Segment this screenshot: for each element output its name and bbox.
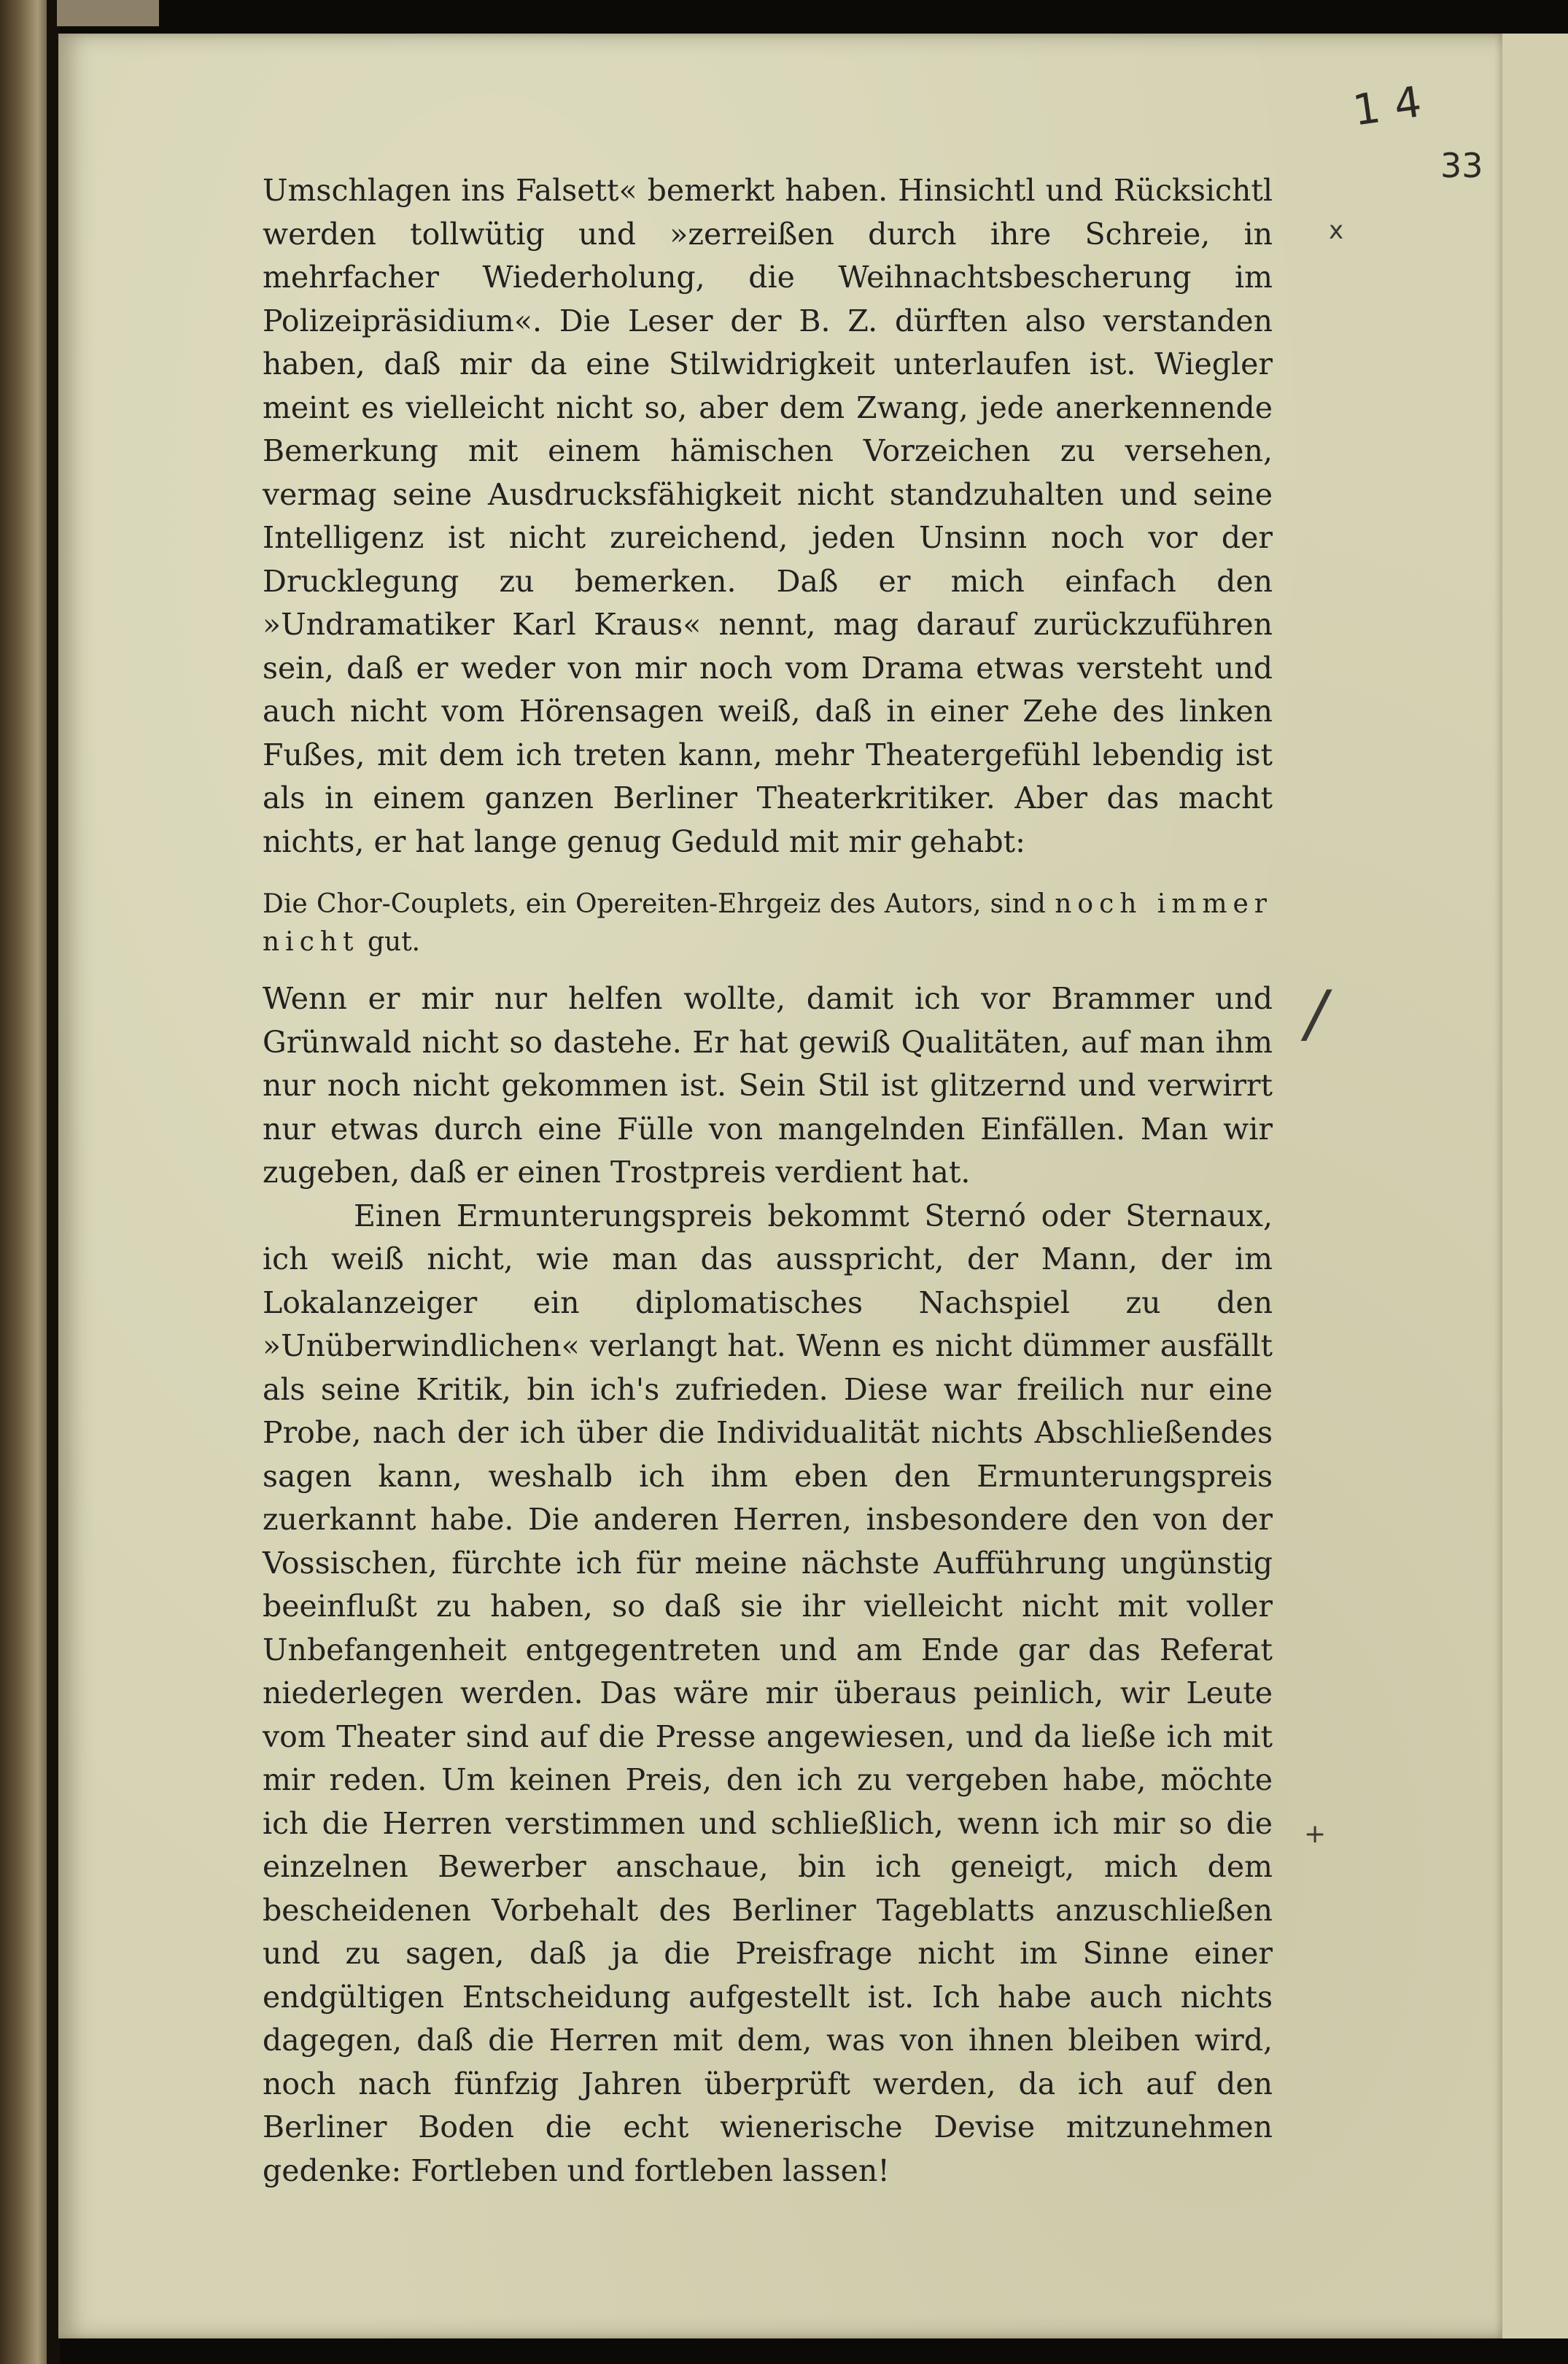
facing-page-edge bbox=[0, 0, 54, 2364]
paragraph-3: Einen Ermunterungspreis bekommt Sternó oder Sternaux, ich weiß nicht, wie man das ausspricht, der Mann, der im Lokalanzeiger ein diplomatisches Nachspiel zu den »Unüberwindlichen« verlangt hat. Wenn es nicht dümmer ausfällt als seine Kritik, bin ich's zufrieden. Diese war freilich nur eine Probe, nach der ich über die Individualität nichts Abschließendes sagen kann, weshalb ich ihm eben den Ermunterungspreis zuerkannt habe. Die anderen Herren, insbesondere den von der Vossischen, fürchte ich für meine nächste Aufführung ungünstig beeinflußt zu haben, so daß sie ihr vielleicht nicht mit voller Unbefangenheit entgegentreten und am Ende gar das Referat niederlegen werden. Das wäre mir überaus peinlich, wir Leute vom Theater sind auf die Presse angewiesen, und da ließe ich mit mir reden. Um keinen Preis, den ich zu vergeben habe, möchte ich die Herren verstimmen und schließlich, wenn ich mir so die einzelnen Bewerber anschaue, bin ich geneigt, mich dem bescheidenen Vorbehalt des Berliner Tageblatts anzuschließen und zu sagen, daß ja die Preisfrage nicht im Sinne einer endgültigen Entscheidung aufgestellt ist. Ich habe auch nichts dagegen, daß die Herren mit dem, was von ihnen bleiben wird, noch nach fünfzig Jahren überprüft werden, da ich auf den Berliner Boden die echt wienerische Devise mitzunehmen gedenke: Fortleben und fortleben lassen! bbox=[263, 1198, 1273, 2188]
margin-mark-x: x bbox=[1329, 216, 1344, 245]
margin-mark-plus: + bbox=[1304, 1819, 1327, 1849]
paragraph-1: Umschlagen ins Falsett« bemerkt haben. Hinsichtl und Rücksichtl werden tollwütig und »zerreißen durch ihre Schreie, in mehrfacher Wiederholung, die Weihnachtsbescherung im Polizeipräsidium«. Die Leser der B. Z. dürften also verstanden haben, daß mir da eine Stilwidrigkeit unterlaufen ist. Wiegler meint es vielleicht nicht so, aber dem Zwang, jede anerkennende Bemerkung mit einem hämischen Vorzeichen zu versehen, vermag seine Ausdrucksfähigkeit nicht standzuhalten und seine Intelligenz ist nicht zureichend, jeden Unsinn noch vor der Drucklegung zu bemerken. Daß er mich einfach den »Undramatiker Karl Kraus« nennt, mag darauf zurückzuführen sein, daß er weder von mir noch vom Drama etwas versteht und auch nicht vom Hörensagen weiß, daß in einer Zehe des linken Fußes, mit dem ich treten kann, mehr Theatergefühl lebendig ist als in einem ganzen Berliner Theaterkritiker. Aber das macht nichts, er hat lange genug Geduld mit mir gehabt: bbox=[263, 173, 1273, 859]
quote-emphasis: noch immer nicht bbox=[263, 889, 1273, 957]
handwritten-folio-number: 14 bbox=[1349, 74, 1439, 136]
page-number: 33 bbox=[1440, 146, 1483, 185]
binding-tab bbox=[57, 0, 159, 26]
text-column bbox=[263, 169, 1273, 2193]
paragraph-2: Wenn er mir nur helfen wollte, damit ich vor Brammer und Grünwald nicht so dastehe. Er hat gewiß Qualitäten, auf man ihm nur noch nicht gekommen ist. Sein Stil ist glitzernd und verwirrt nur etwas durch eine Fülle von mangelnden Einfällen. Man wir zugeben, daß er einen Trostpreis verdient hat. bbox=[263, 981, 1273, 1190]
page-right-margin bbox=[1502, 34, 1568, 2338]
margin-mark-slash: / bbox=[1305, 977, 1327, 1050]
block-quote bbox=[263, 885, 1273, 961]
quote-end: gut. bbox=[359, 927, 421, 957]
quote-text: Die Chor-Couplets, ein Opereiten-Ehrgeiz des Autors, sind bbox=[263, 889, 1055, 919]
